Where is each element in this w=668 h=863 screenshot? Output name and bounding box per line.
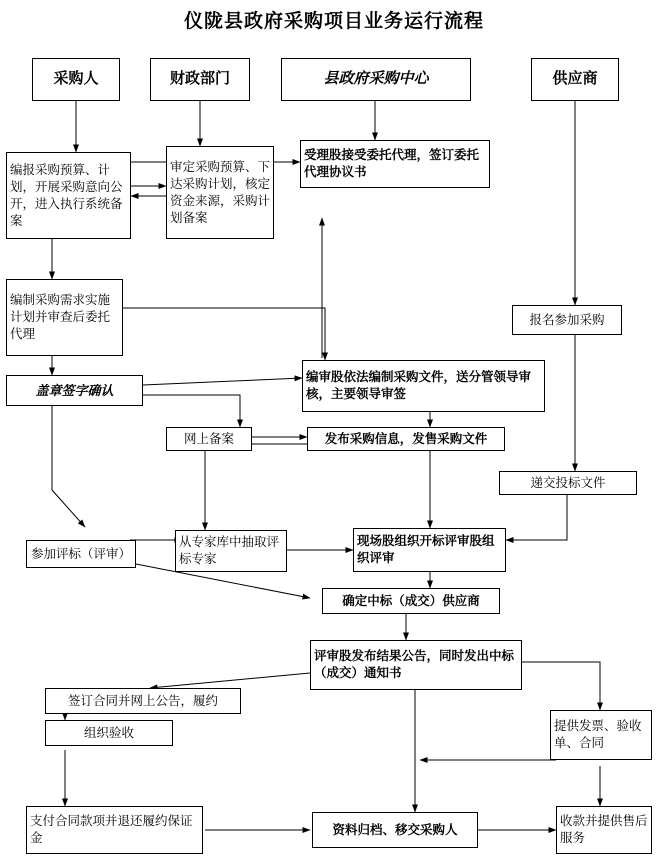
node-register-participate[interactable]: 报名参加采购 [512,305,622,335]
node-prepare-demand-plan[interactable]: 编制采购需求实施计划并审查后委托代理 [6,279,123,356]
node-pay-contract-refund-deposit[interactable]: 支付合同款项并退还履约保证金 [26,806,203,854]
node-archive-transfer-docs[interactable]: 资料归档、移交采购人 [312,812,478,848]
node-seal-signature-confirm[interactable]: 盖章签字确认 [6,375,143,406]
node-attend-evaluation[interactable]: 参加评标（评审） [26,540,136,568]
node-onsite-bid-opening[interactable]: 现场股组织开标评审股组织评审 [353,528,506,572]
node-organize-acceptance[interactable]: 组织验收 [45,720,173,746]
node-accept-agency-commission[interactable]: 受理股接受委托代理，签订委托代理协议书 [300,140,490,188]
lane-header-finance: 财政部门 [150,58,250,101]
lane-header-buyer: 采购人 [32,58,120,101]
node-publish-result-notice[interactable]: 评审股发布结果公告，同时发出中标（成交）通知书 [310,640,522,690]
node-publish-sell-docs[interactable]: 发布采购信息，发售采购文件 [307,427,505,451]
node-approve-budget-plan[interactable]: 审定采购预算、下达采购计划，核定资金来源，采购计划备案 [166,146,274,239]
node-determine-winner[interactable]: 确定中标（成交）供应商 [322,588,500,614]
node-receive-payment-service[interactable]: 收款并提供售后服务 [556,806,652,854]
node-sign-contract-publicize[interactable]: 签订合同并网上公告，履约 [45,688,241,714]
node-draw-experts[interactable]: 从专家库中抽取评标专家 [175,530,287,572]
node-submit-bid-docs[interactable]: 递交投标文件 [499,471,637,495]
page-title: 仪陇县政府采购项目业务运行流程 [183,11,484,32]
lane-header-supplier: 供应商 [531,58,619,101]
node-compile-procurement-docs[interactable]: 编审股依法编制采购文件，送分管领导审核，主要领导审签 [302,360,545,412]
node-report-budget-plan[interactable]: 编报采购预算、计划，开展采购意向公开，进入执行系统备案 [6,152,131,239]
lane-header-center: 县政府采购中心 [281,58,471,101]
node-online-filing[interactable]: 网上备案 [166,427,252,451]
node-provide-invoice-docs[interactable]: 提供发票、验收单、合同 [550,710,652,760]
